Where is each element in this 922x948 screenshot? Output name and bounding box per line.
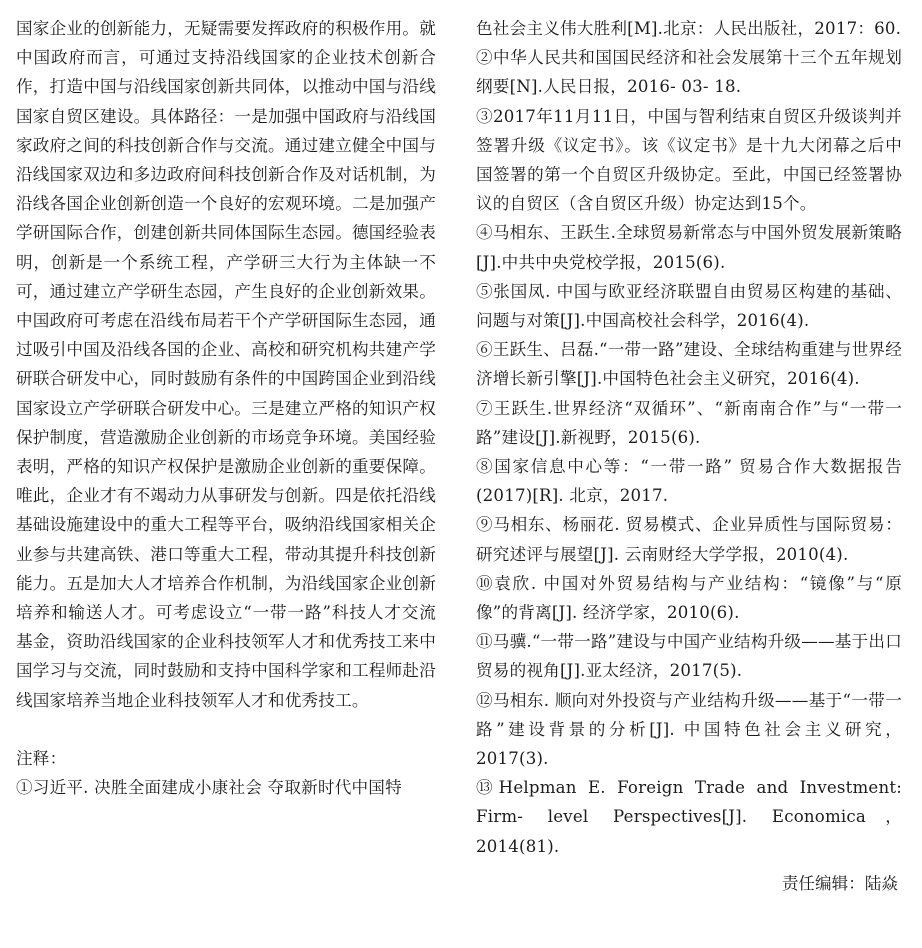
note-8: ⑧国家信息中心等：“一带一路” 贸易合作大数据报告(2017)[R]. 北京，2017.	[476, 457, 902, 506]
body-paragraph: 国家企业的创新能力，无疑需要发挥政府的积极作用。就中国政府而言，可通过支持沿线国家的企业技术创新合作，打造中国与沿线国家创新共同体，以推动中国与沿线国家自贸区建设。具体路径：一是加强中国政府与沿线国家政府之间的科技创新合作与交流。通过建立健全中国与沿线国家双边和多边政府间科技创新合作及对话机制，为沿线各国企业创新创造一个良好的宏观环境。二是加强产学研国际合作，创建创新共同体国际生态园。德国经验表明，创新是一个系统工程，产学研三大行为主体缺一不可，通过建立产学研生态园，产生良好的企业创新效果。中国政府可考虑在沿线布局若干个产学研国际生态园，通过吸引中国及沿线各国的企业、高校和研究机构共建产学研联合研发中心，同时鼓励有条件的中国跨国企业到沿线国家设立产学研联合研发中心。三是建立严格的知识产权保护制度，营造激励企业创新的市场竞争环境。美国经验表明，严格的知识产权保护是激励企业创新的重要保障。唯此，企业才有不竭动力从事研发与创新。四是依托沿线基础设施建设中的重大工程等平台，吸纳沿线国家相关企业参与共建高铁、港口等重大工程，带动其提升科技创新能力。五是加大人才培养合作机制，为沿线国家企业创新培养和输送人才。可考虑设立“一带一路”科技人才交流基金，资助沿线国家的企业科技领军人才和优秀技工来中国学习与交流，同时鼓励和支持中国科学家和工程师赴沿线国家培养当地企业科技领军人才和优秀技工。	[16, 19, 436, 710]
note-1: ①习近平. 决胜全面建成小康社会 夺取新时代中国特	[16, 778, 402, 798]
note-6: ⑥王跃生、吕磊.“一带一路”建设、全球结构重建与世界经济增长新引擎[J].中国特色社会主义研究，2016(4).	[476, 340, 902, 389]
note-1-continued: 色社会主义伟大胜利[M].北京：人民出版社，2017：60.	[476, 19, 902, 38]
note-5: ⑤张国凤. 中国与欧亚经济联盟自由贸易区构建的基础、问题与对策[J].中国高校社会科学，2016(4).	[476, 281, 902, 331]
right-column	[476, 14, 902, 861]
note-7: ⑦王跃生.世界经济“双循环”、“新南南合作”与“一带一路”建设[J].新视野，2015(6).	[476, 398, 902, 447]
note-10: ⑩袁欣. 中国对外贸易结构与产业结构：“镜像”与“原像”的背离[J]. 经济学家，2010(6).	[476, 573, 902, 623]
notes-heading: 注释：	[16, 748, 67, 768]
note-9: ⑨马相东、杨丽花. 贸易模式、企业异质性与国际贸易：研究述评与展望[J]. 云南财经大学学报，2010(4).	[476, 515, 902, 564]
note-2: ②中华人民共和国国民经济和社会发展第十三个五年规划纲要[N].人民日报，2016- 03- 18.	[476, 48, 902, 97]
note-11: ⑪马骥.“一带一路”建设与中国产业结构升级——基于出口贸易的视角[J].亚太经济，2017(5).	[476, 632, 902, 681]
note-13: ⑬Helpman E. Foreign Trade and Investment: Firm- level Perspectives[J]. Economica，2014(81).	[476, 778, 902, 856]
note-12: ⑫马相东. 顺向对外投资与产业结构升级——基于“一带一路”建设背景的分析[J]. 中国特色社会主义研究，2017(3).	[476, 690, 902, 769]
note-4: ④马相东、王跃生.全球贸易新常态与中国外贸发展新策略[J].中共中央党校学报，2015(6).	[476, 223, 902, 272]
note-3: ③2017年11月11日，中国与智利结束自贸区升级谈判并签署升级《议定书》。该《议定书》是十九大闭幕之后中国签署的第一个自贸区升级协定。至此，中国已经签署协议的自贸区（含自贸区升级）协定达到15个。	[476, 106, 902, 214]
responsible-editor: 责任编辑：陆焱	[781, 874, 898, 893]
left-column	[16, 14, 436, 802]
